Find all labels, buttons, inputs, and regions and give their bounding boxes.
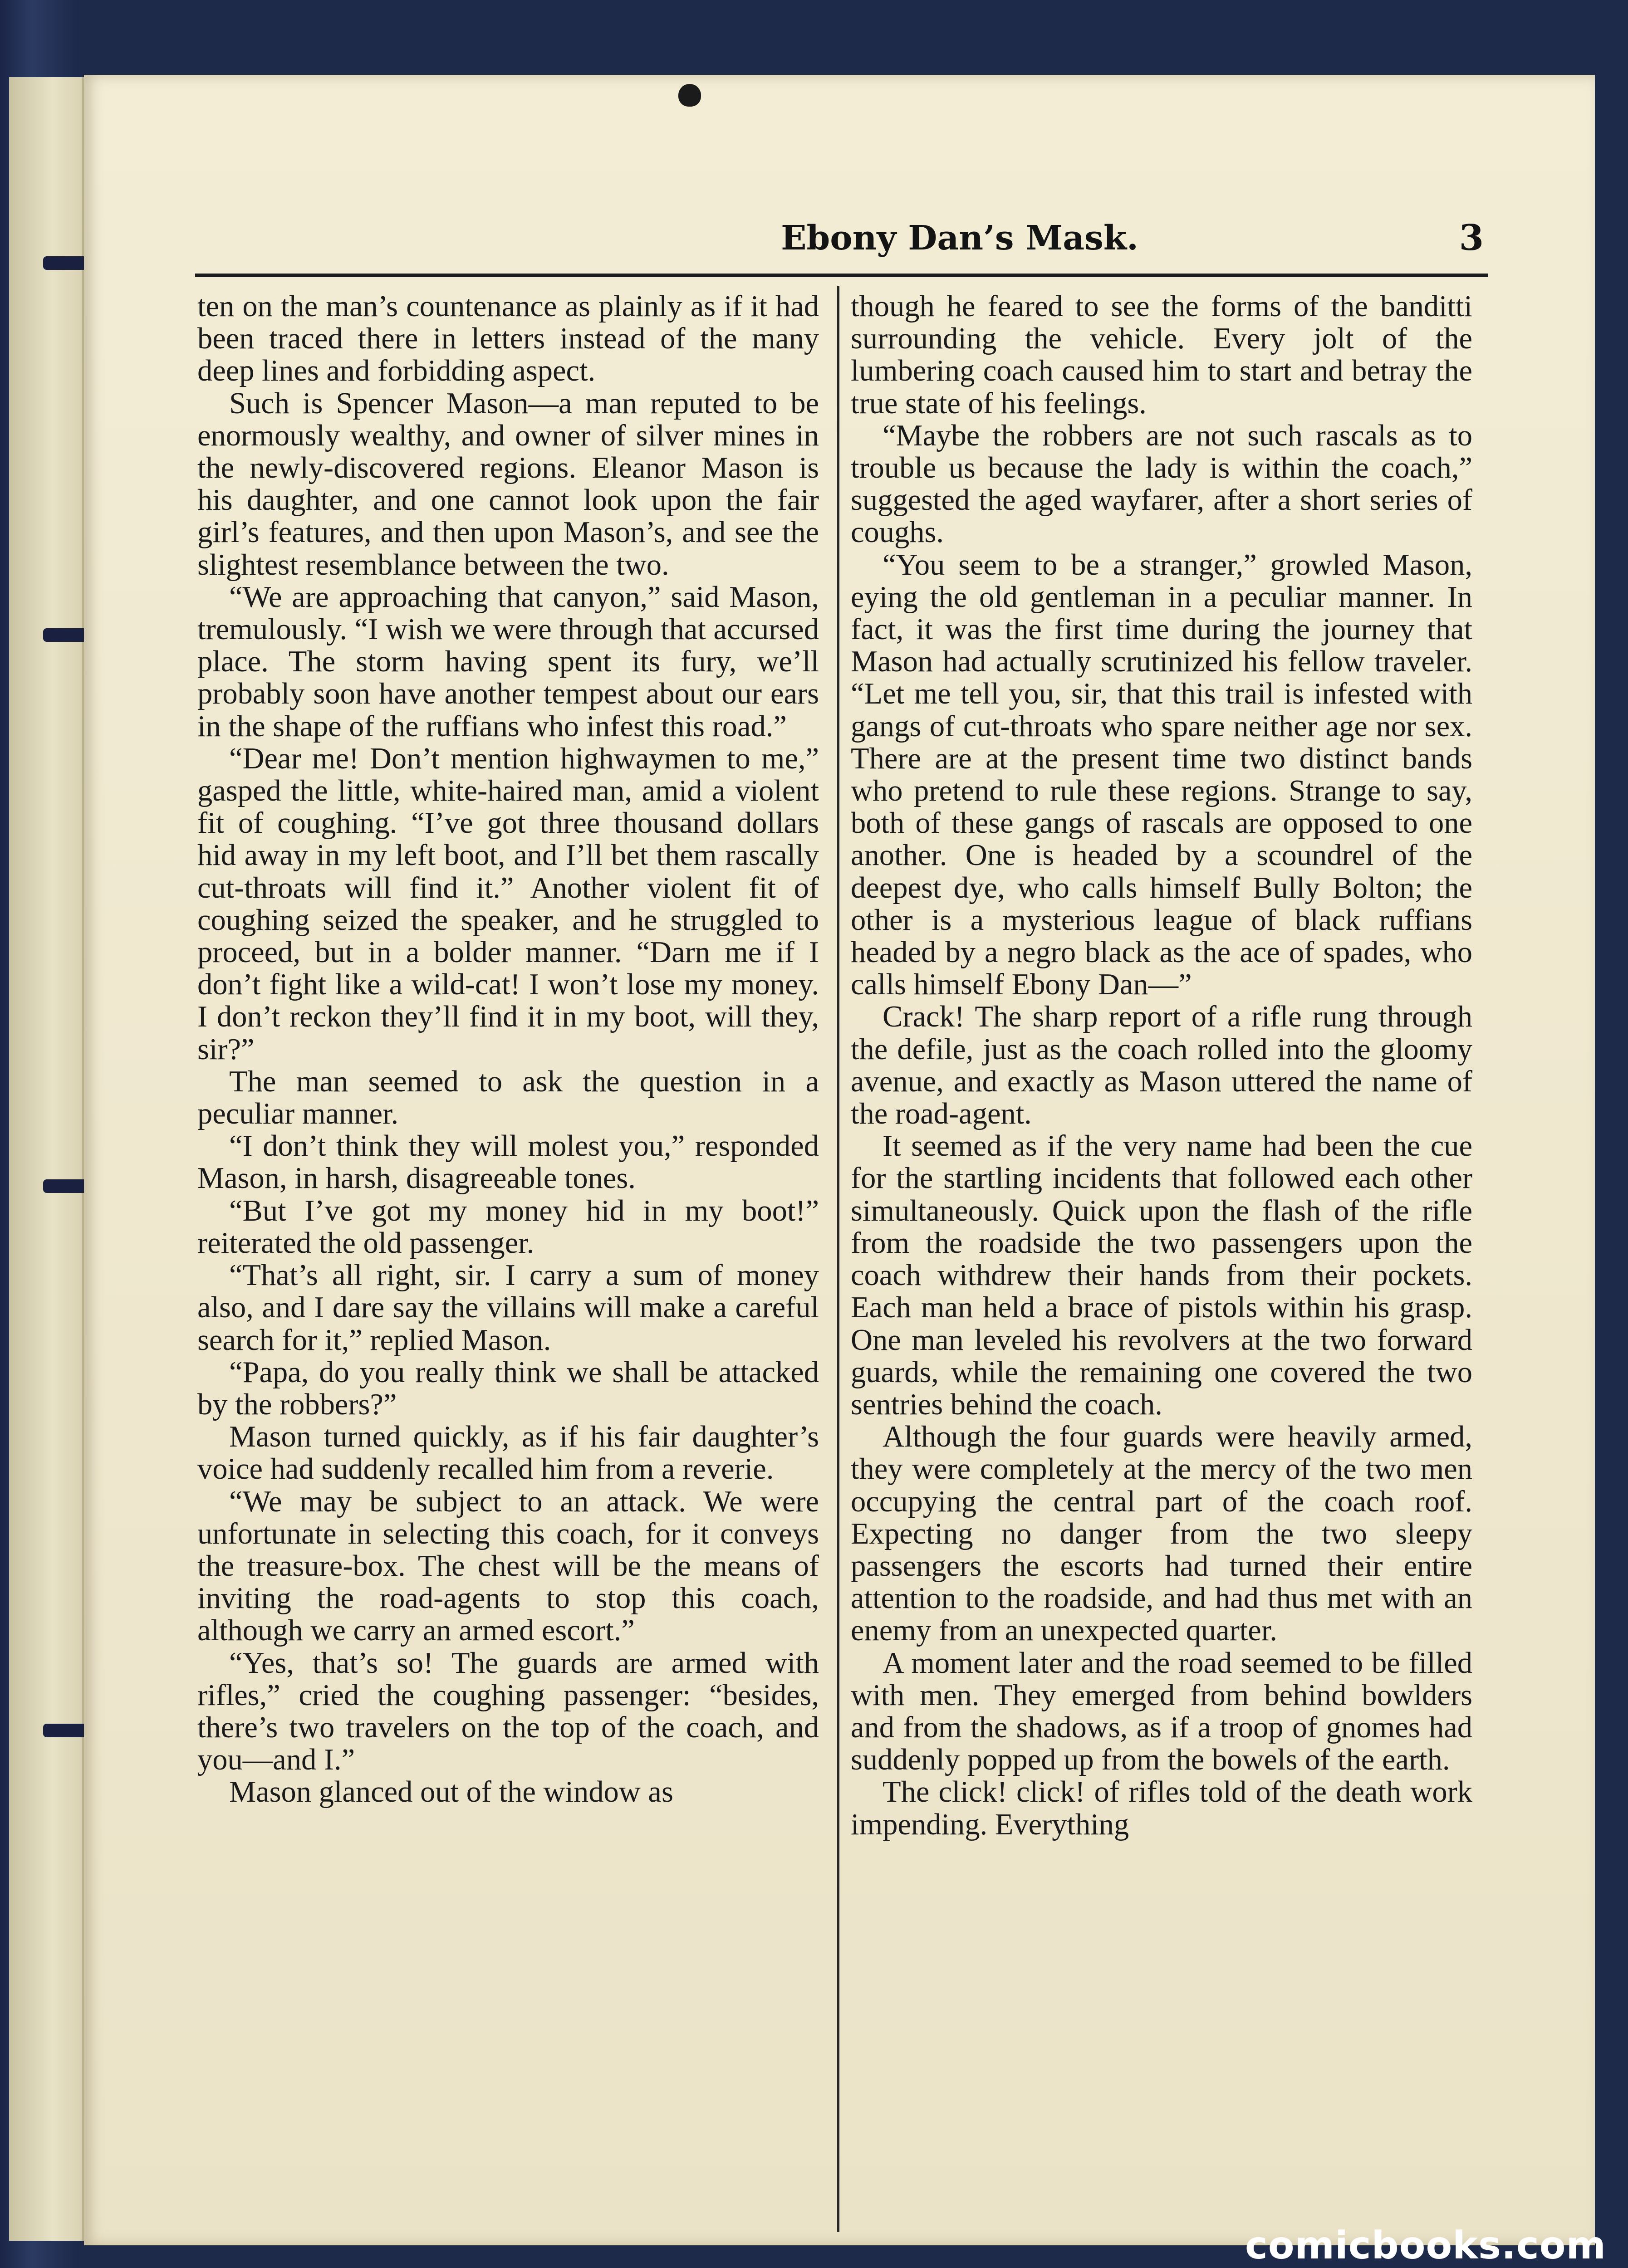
left-text-column [197, 290, 819, 2236]
book-page [84, 75, 1595, 2245]
printer-mark [678, 84, 701, 107]
paragraph: Although the four guards were heavily armed, they were completely at the mercy of the two men occupying the central part of the coach roof. Expecting no danger from the two sleepy passengers the escorts had turned their entire attention to the roadside, and had thus met with an enemy from an unexpected quarter. [851, 1420, 1472, 1647]
page-number: 3 [1459, 217, 1484, 259]
paragraph: Mason glanced out of the window as [229, 1775, 673, 1809]
paragraph: Mason turned quickly, as if his fair daughter’s voice had suddenly recalled him from a reverie. [197, 1420, 819, 1486]
paragraph: It seemed as if the very name had been the cue for the startling incidents that followed each other simultaneously. Quick upon the flash of the rifle from the roadside the two passengers upon the coach withdrew their hands from their pockets. Each man held a brace of pistols within his grasp. One man leveled his revolvers at the two forward guards, while the remaining one covered the two sentries behind the coach. [851, 1129, 1472, 1421]
right-text-column [851, 290, 1472, 2236]
facing-page-edge [9, 77, 84, 2241]
paragraph: Such is Spencer Mason—a man reputed to be enormously wealthy, and owner of silver mines in the newly-discovered regions. Eleanor Mason is his daughter, and one cannot look upon the fair girl’s features, and then upon Mason’s, and see the slightest resemblance between the two. [197, 386, 819, 582]
paragraph: A moment later and the road seemed to be filled with men. They emerged from behind bowlders and from the shadows, as if a troop of gnomes had suddenly popped up from the bowels of the earth. [851, 1646, 1472, 1777]
site-watermark: comicbooks.com [1245, 2223, 1606, 2268]
paragraph: Crack! The sharp report of a rifle rung through the defile, just as the coach rolled into the gloomy avenue, and exactly as Mason uttered the name of the road-agent. [851, 1000, 1472, 1131]
paragraph: “But I’ve got my money hid in my boot!” reiterated the old passenger. [197, 1194, 819, 1260]
paragraph: The click! click! of rifles told of the death work impending. Everything [851, 1775, 1472, 1841]
header-rule [195, 274, 1488, 277]
paragraph: ten on the man’s countenance as plainly as if it had been traced there in letters instead of the many deep lines and forbidding aspect. [197, 290, 819, 388]
paragraph: though he feared to see the forms of the banditti surrounding the vehicle. Every jolt of the lumbering coach caused him to start and betray the true state of his feelings. [851, 290, 1472, 420]
paragraph: “We are approaching that canyon,” said Mason, tremulously. “I wish we were through that accursed place. The storm having spent its fury, we’ll probably soon have another tempest about our ears in the shape of the ruffians who infest this road.” [197, 580, 819, 743]
paragraph: “Yes, that’s so! The guards are armed with rifles,” cried the coughing passenger: “besides, there’s two travelers on the top of the coach, and you—and I.” [197, 1646, 819, 1777]
paragraph: “I don’t think they will molest you,” responded Mason, in harsh, disagreeable tones. [197, 1129, 819, 1195]
paragraph: “We may be subject to an attack. We were unfortunate in selecting this coach, for it conveys the treasure-box. The chest will be the means of inviting the road-agents to stop this coach, although we carry an armed escort.” [197, 1485, 819, 1647]
paragraph: The man seemed to ask the question in a peculiar manner. [197, 1065, 819, 1131]
column-divider [837, 286, 839, 2232]
paragraph: “You seem to be a stranger,” growled Mason, eying the old gentleman in a peculiar manner. In fact, it was the first time during the journey that Mason had actually scrutinized his fellow traveler. “Let me tell you, sir, that this trail is infested with gangs of cut-throats who spare neither age nor sex. There are at the present time two distinct bands who pretend to rule these regions. Strange to say, both of these gangs of rascals are opposed to one another. One is headed by a scoundrel of the deepest dye, who calls himself Bully Bolton; the other is a mysterious league of black ruffians headed by a negro black as the ace of spades, who calls himself Ebony Dan—” [851, 548, 1472, 1002]
paragraph: “Maybe the robbers are not such rascals as to trouble us because the lady is within the coach,” suggested the aged wayfarer, after a short series of coughs. [851, 419, 1472, 549]
running-title: Ebony Dan’s Mask. [781, 219, 1138, 258]
paragraph: “Dear me! Don’t mention highwaymen to me,” gasped the little, white-haired man, amid a violent fit of coughing. “I’ve got three thousand dollars hid away in my left boot, and I’ll bet them rascally cut-throats will find it.” Another violent fit of coughing seized the speaker, and he struggled to proceed, but in a bolder manner. “Darn me if I don’t fight like a wild-cat! I won’t lose my money. I don’t reckon they’ll find it in my boot, will they, sir?” [197, 742, 819, 1066]
paragraph: “Papa, do you really think we shall be attacked by the robbers?” [197, 1355, 819, 1421]
paragraph: “That’s all right, sir. I carry a sum of money also, and I dare say the villains will make a careful search for it,” replied Mason. [197, 1259, 819, 1357]
